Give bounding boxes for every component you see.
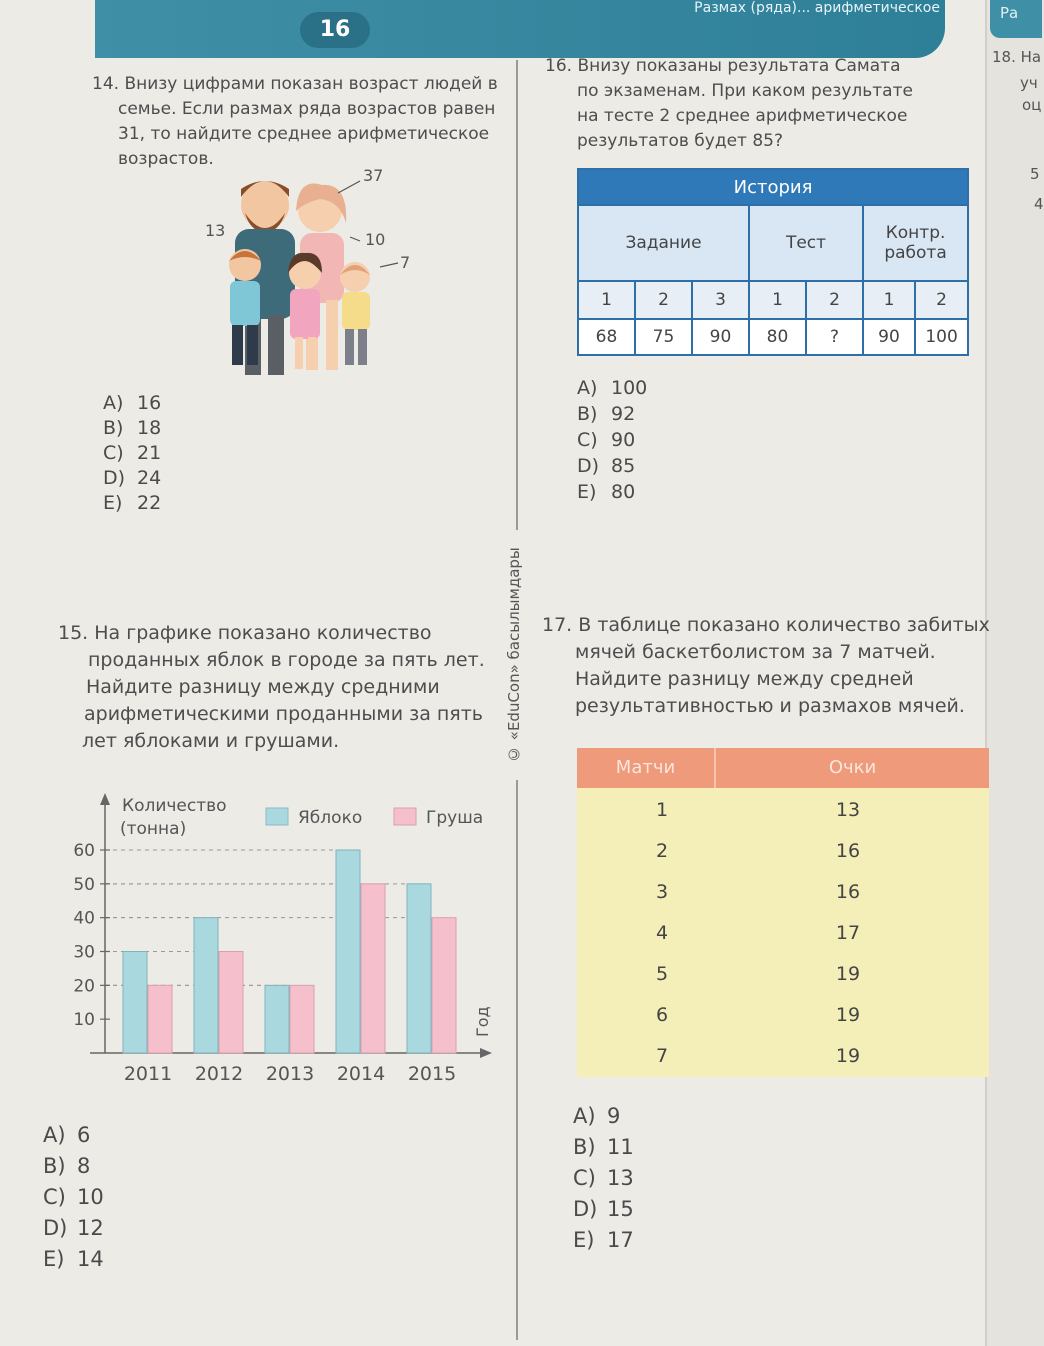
next-page-tab-text: Ра [1000, 4, 1019, 22]
q17-text [542, 612, 992, 720]
age-label-boy: 13 [205, 221, 226, 240]
apple-bar-2014 [336, 850, 360, 1053]
points-cell: 13 [835, 799, 861, 821]
x-tick-label: 2011 [123, 1063, 173, 1085]
next-page-text-2: оц [1022, 96, 1042, 114]
header-points: Очки [828, 757, 877, 778]
history-index-cell: 1 [863, 281, 915, 319]
q14-option-a[interactable]: A) 16 [103, 392, 162, 414]
x-axis-label: Год [473, 1006, 492, 1037]
history-index-cell: 2 [806, 281, 863, 319]
pear-bar-2012 [219, 952, 243, 1054]
pear-bar-2011 [148, 985, 172, 1053]
legend-apple-swatch [266, 808, 288, 825]
q14-line: семье. Если размах ряда возрастов равен [118, 99, 496, 119]
q15-option-d[interactable]: D) 12 [43, 1216, 104, 1240]
q16-line: 16. Внизу показаны результата Самата [545, 56, 901, 76]
q17-line: Найдите разницу между средней [575, 668, 914, 690]
history-unknown-cell: ? [806, 319, 863, 355]
q17-line: результативностью и размахов мячей. [575, 695, 965, 717]
q16-option-d[interactable]: D) 85 [577, 455, 636, 477]
basketball-table [577, 748, 989, 1077]
q14-line: возрастов. [118, 149, 214, 169]
y-tick-label: 20 [73, 976, 95, 997]
history-group-tasks: Задание [578, 205, 749, 281]
page-number: 16 [300, 12, 370, 48]
q15-line: проданных яблок в городе за пять лет. [88, 649, 485, 671]
y-tick-label: 10 [73, 1010, 95, 1031]
y-axis-arrow [100, 793, 110, 805]
q16-answers [577, 377, 647, 507]
q15-line: арифметическими проданными за пять [84, 703, 483, 725]
history-value-cell: 68 [578, 319, 635, 355]
q16-option-e[interactable]: E) 80 [577, 481, 636, 503]
q14-option-c[interactable]: C) 21 [103, 442, 162, 464]
family-illustration [200, 165, 430, 385]
q16-option-c[interactable]: C) 90 [577, 429, 636, 451]
points-cell: 19 [835, 1004, 861, 1026]
history-group-control: Контр. работа [863, 205, 968, 281]
pear-bar-2015 [432, 918, 456, 1053]
q14-text [92, 72, 512, 172]
history-value-cell: 90 [692, 319, 749, 355]
y-axis-label-line1: Количество [122, 796, 227, 816]
history-value-cell: 80 [749, 319, 806, 355]
q17-line: 17. В таблице показано количество забитых [542, 614, 990, 636]
points-cell: 16 [835, 881, 861, 903]
q14-option-e[interactable]: E) 22 [103, 492, 162, 514]
history-index-cell: 2 [915, 281, 968, 319]
q15-line: 15. На графике показано количество [58, 622, 432, 644]
q16-line: по экзаменам. При каком результате [577, 81, 913, 101]
q17-option-d[interactable]: D) 15 [573, 1197, 634, 1221]
x-tick-label: 2015 [407, 1063, 457, 1085]
q15-answers [43, 1123, 104, 1278]
table-row [577, 872, 989, 913]
next-page-text-4: 4 [1034, 195, 1044, 213]
q14-line: 14. Внизу цифрами показан возраст людей в [92, 74, 498, 94]
y-tick-label: 40 [73, 908, 95, 929]
history-value-cell: 75 [635, 319, 692, 355]
next-page-q18: 18. На [992, 48, 1042, 66]
basketball-table-header [577, 748, 989, 788]
table-row [577, 954, 989, 995]
y-tick-label: 50 [73, 874, 95, 895]
points-cell: 17 [835, 922, 861, 944]
q17-option-c[interactable]: C) 13 [573, 1166, 634, 1190]
header-matches: Матчи [577, 748, 716, 788]
q16-option-a[interactable]: A) 100 [577, 377, 648, 399]
next-page-text-3: 5 [1030, 165, 1040, 183]
history-table [577, 168, 969, 356]
history-table-title: История [578, 169, 968, 205]
q15-line: Найдите разницу между средними [86, 676, 440, 698]
q14-line: 31, то найдите среднее арифметическое [118, 124, 490, 144]
history-value-cell: 100 [915, 319, 968, 355]
history-index-cell: 1 [749, 281, 806, 319]
legend-pear-swatch [394, 808, 416, 825]
q16-line: результатов будет 85? [577, 131, 784, 151]
table-row [577, 913, 989, 954]
q17-option-a[interactable]: A) 9 [573, 1104, 621, 1128]
q16-option-b[interactable]: B) 92 [577, 403, 636, 425]
table-row [577, 995, 989, 1036]
q16-line: на тесте 2 среднее арифметическое [577, 106, 908, 126]
match-cell: 7 [655, 1045, 669, 1067]
apple-bar-2013 [265, 985, 289, 1053]
q14-option-b[interactable]: B) 18 [103, 417, 162, 439]
next-page-text-1: уч [1020, 74, 1038, 92]
y-tick-label: 30 [73, 942, 95, 963]
x-tick-label: 2012 [194, 1063, 244, 1085]
y-axis-label-line2: (тонна) [120, 819, 187, 839]
q15-option-b[interactable]: B) 8 [43, 1154, 91, 1178]
match-cell: 2 [655, 840, 669, 862]
q17-option-e[interactable]: E) 17 [573, 1228, 634, 1252]
history-index-cell: 2 [635, 281, 692, 319]
table-row [577, 1036, 989, 1077]
history-index-cell: 1 [578, 281, 635, 319]
basketball-table-body [577, 788, 989, 1077]
age-label-kid: 7 [400, 253, 411, 272]
copyright-text: © «EduCon» басылымдары [505, 530, 529, 780]
age-label-girl: 10 [365, 230, 386, 249]
apple-bar-2012 [194, 918, 218, 1053]
history-value-cell: 90 [863, 319, 915, 355]
q15-option-c[interactable]: C) 10 [43, 1185, 104, 1209]
match-cell: 1 [655, 799, 669, 821]
x-tick-label: 2013 [265, 1063, 315, 1085]
history-index-cell: 3 [692, 281, 749, 319]
points-cell: 19 [835, 1045, 861, 1067]
q14-option-d[interactable]: D) 24 [103, 467, 162, 489]
x-tick-label: 2014 [336, 1063, 386, 1085]
pear-bar-2013 [290, 985, 314, 1053]
x-axis-arrow [480, 1048, 492, 1058]
q17-answers [573, 1104, 634, 1259]
match-cell: 3 [655, 881, 669, 903]
pear-bar-2014 [361, 884, 385, 1053]
history-group-test: Тест [749, 205, 863, 281]
table-row [577, 831, 989, 872]
apple-pear-bar-chart [40, 785, 500, 1095]
section-title: Размах (ряда)... арифметическое [694, 0, 940, 16]
apple-bar-2015 [407, 884, 431, 1053]
y-tick-label: 60 [73, 841, 95, 861]
points-cell: 16 [835, 840, 861, 862]
table-row [577, 790, 989, 831]
match-cell: 5 [655, 963, 669, 985]
match-cell: 4 [655, 922, 669, 944]
q15-option-a[interactable]: A) 6 [43, 1123, 91, 1147]
age-label-father: 37 [363, 166, 384, 185]
points-cell: 19 [835, 963, 861, 985]
legend-apple-label: Яблоко [298, 808, 363, 828]
q15-text [58, 620, 508, 755]
legend-pear-label: Груша [426, 808, 484, 828]
q16-text [545, 54, 975, 154]
q15-option-e[interactable]: E) 14 [43, 1247, 104, 1271]
q17-line: мячей баскетболистом за 7 матчей. [575, 641, 936, 663]
q17-option-b[interactable]: B) 11 [573, 1135, 634, 1159]
q15-line: лет яблоками и грушами. [82, 730, 340, 752]
match-cell: 6 [655, 1004, 669, 1026]
apple-bar-2011 [123, 952, 147, 1054]
next-page-band [990, 0, 1042, 38]
q14-answers [103, 392, 161, 517]
